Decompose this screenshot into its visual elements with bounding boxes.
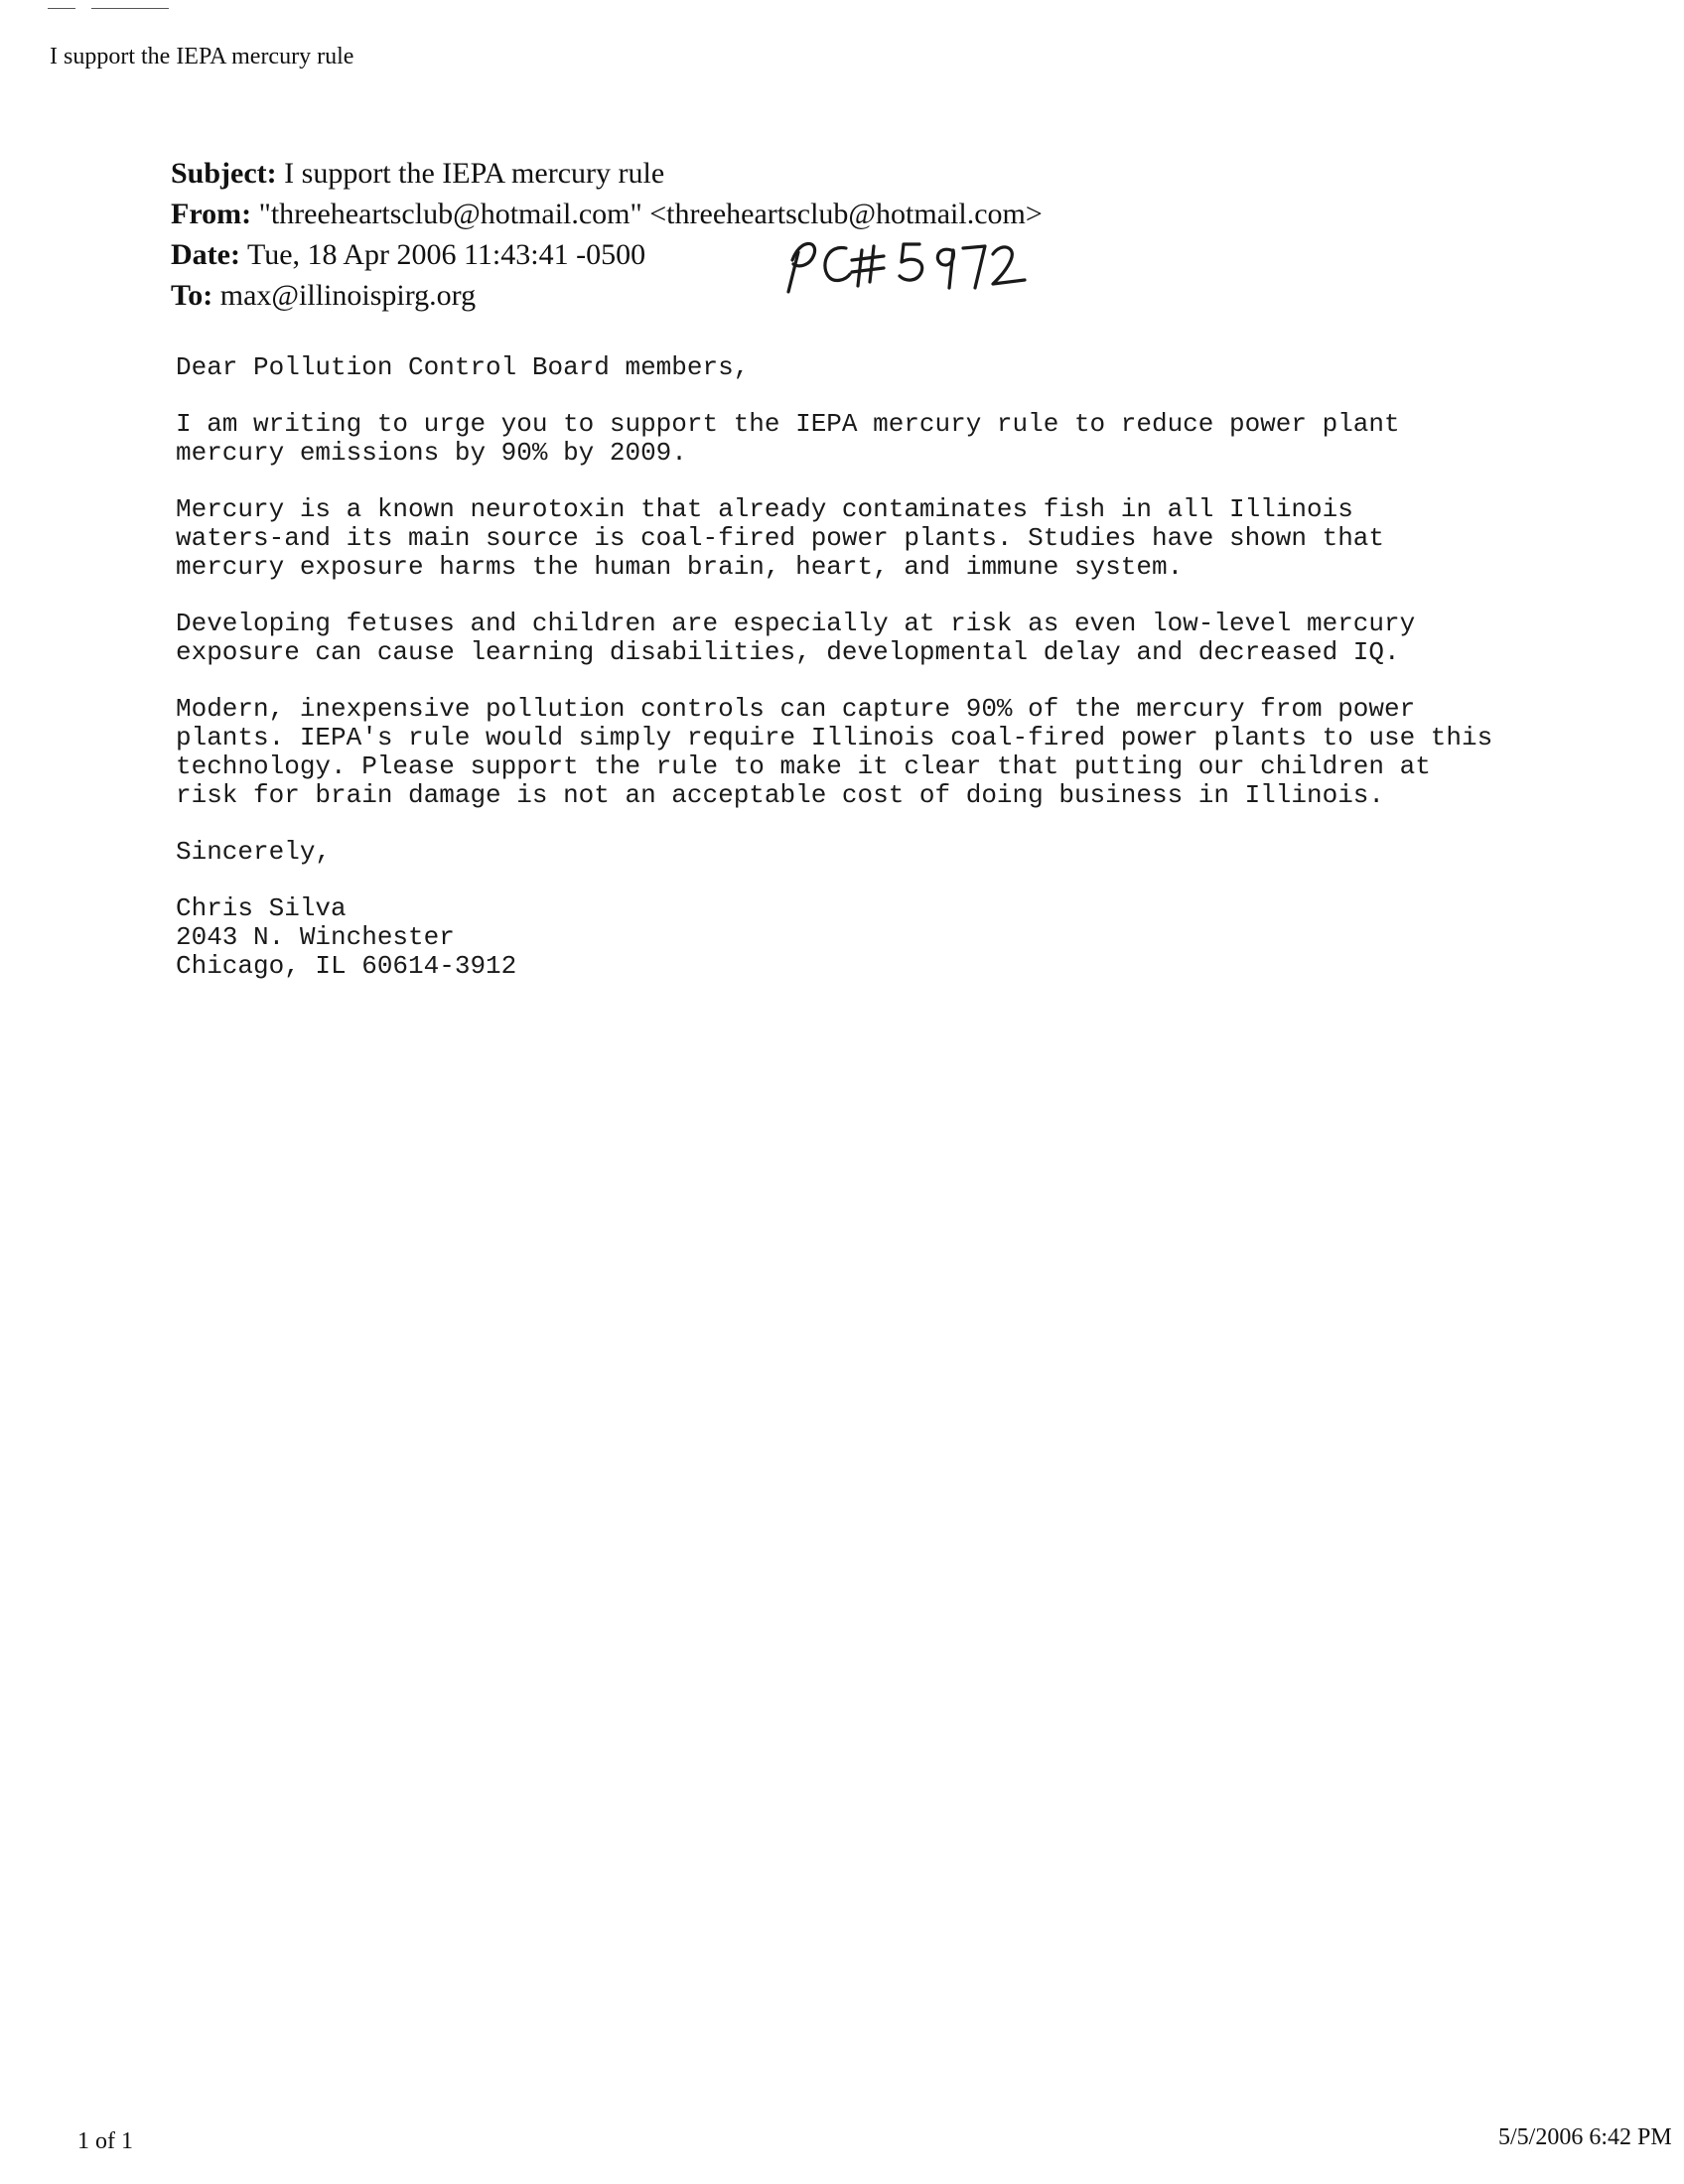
paragraph-4-line-2: plants. IEPA's rule would simply require Illinois coal-fired power plants to use this: [176, 723, 1493, 752]
paragraph-2-line-3: mercury exposure harms the human brain, heart, and immune system.: [176, 552, 1184, 582]
signature-city: Chicago, IL 60614-3912: [176, 951, 517, 981]
greeting-line: Dear Pollution Control Board members,: [176, 352, 750, 382]
paragraph-4-line-4: risk for brain damage is not an acceptable cost of doing business in Illinois.: [176, 780, 1384, 810]
paragraph-4-line-1: Modern, inexpensive pollution controls can capture 90% of the mercury from power: [176, 694, 1416, 724]
subject-row: [171, 153, 1043, 194]
date-label: Date:: [171, 238, 240, 271]
paragraph-3-line-1: Developing fetuses and children are especially at risk as even low-level mercury: [176, 609, 1416, 638]
print-timestamp: 5/5/2006 6:42 PM: [1498, 2124, 1672, 2150]
top-rule-short: [48, 8, 75, 9]
handwritten-pc-number-stamp: [780, 230, 1049, 320]
paragraph-4: [176, 695, 1586, 810]
paragraph-3-line-2: exposure can cause learning disabilities, developmental delay and decreased IQ.: [176, 637, 1400, 667]
page-header-title: I support the IEPA mercury rule: [50, 44, 354, 69]
to-label: To:: [171, 279, 213, 312]
from-label: From:: [171, 198, 252, 230]
paragraph-2-line-1: Mercury is a known neurotoxin that already contaminates fish in all Illinois: [176, 494, 1353, 524]
paragraph-1-line-1: I am writing to urge you to support the IEPA mercury rule to reduce power plant: [176, 409, 1400, 439]
closing: [176, 838, 1586, 867]
signature-name: Chris Silva: [176, 893, 347, 923]
top-rule-long: [91, 8, 169, 9]
subject-label: Subject:: [171, 157, 277, 190]
paragraph-1: [176, 410, 1586, 468]
page-count: 1 of 1: [77, 2128, 133, 2154]
greeting: [176, 353, 1586, 382]
to-value: max@illinoispirg.org: [219, 279, 477, 312]
letter-body: [176, 353, 1586, 1009]
paragraph-2-line-2: waters-and its main source is coal-fired power plants. Studies have shown that: [176, 523, 1384, 553]
paragraph-1-line-2: mercury emissions by 90% by 2009.: [176, 438, 687, 468]
subject-value: I support the IEPA mercury rule: [284, 157, 665, 190]
from-row: [171, 194, 1043, 234]
signature-block: [176, 894, 1586, 981]
signature-street: 2043 N. Winchester: [176, 922, 455, 952]
closing-line: Sincerely,: [176, 837, 332, 867]
paragraph-4-line-3: technology. Please support the rule to make it clear that putting our children at: [176, 751, 1431, 781]
date-value: Tue, 18 Apr 2006 11:43:41 -0500: [246, 238, 646, 271]
from-value: "threeheartsclub@hotmail.com" <threeheartsclub@hotmail.com>: [258, 198, 1043, 230]
paragraph-2: [176, 495, 1586, 582]
paragraph-3: [176, 610, 1586, 667]
